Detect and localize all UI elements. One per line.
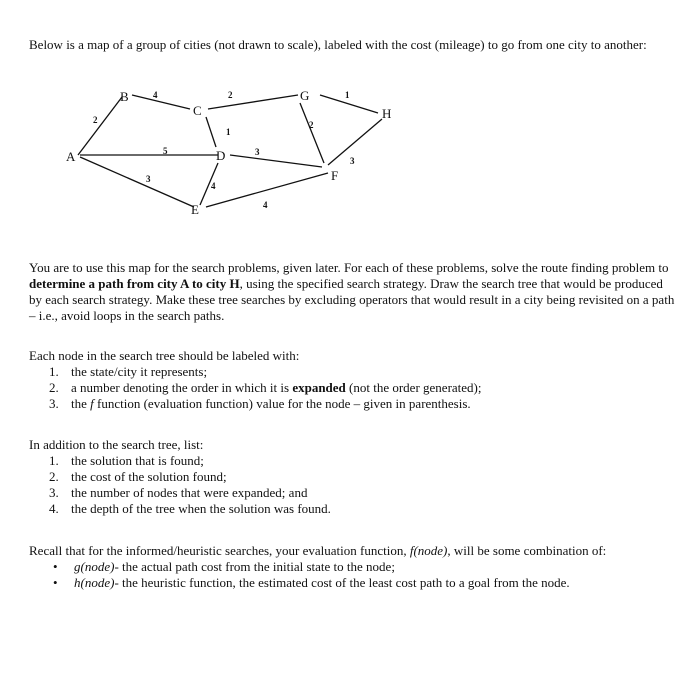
list-number: 3. [49, 485, 59, 500]
cost-d-e: 4 [211, 181, 216, 191]
list-number: 2. [49, 469, 59, 484]
city-b-label: B [120, 89, 129, 104]
node-label-list [29, 364, 679, 412]
list-number: 1. [49, 453, 59, 468]
edge-d-f [230, 155, 322, 167]
list-item [53, 559, 679, 575]
instructions-bold: determine a path from city A to city H [29, 276, 240, 291]
bullet-term: g(node) [74, 559, 115, 574]
list-text: the number of nodes that were expanded; and [71, 485, 308, 500]
list-item [49, 364, 679, 380]
evaluation-italic: f(node) [409, 543, 448, 558]
list-number: 3. [49, 396, 59, 411]
edge-g-f [300, 103, 324, 163]
cost-g-f: 2 [309, 120, 314, 130]
listing-lead: In addition to the search tree, list: [29, 437, 204, 452]
edge-c-g [208, 95, 298, 109]
city-d-label: D [216, 148, 226, 163]
list-item [49, 453, 679, 469]
list-text-bold: expanded [292, 380, 346, 395]
edge-c-d [206, 117, 216, 147]
cost-a-b: 2 [93, 115, 98, 125]
instructions-paragraph [29, 260, 679, 324]
city-f-label: F [331, 168, 339, 183]
list-item [49, 501, 679, 517]
list-item [49, 396, 679, 412]
cost-a-e: 3 [146, 174, 151, 184]
cost-d-f: 3 [255, 147, 260, 157]
cost-c-d: 1 [226, 127, 231, 137]
bullet-icon: • [53, 575, 58, 590]
bullet-text: - the actual path cost from the initial state to the node; [114, 559, 395, 574]
list-text-post: function (evaluation function) value for the node – given in parenthesis. [93, 396, 471, 411]
list-text-pre: the [71, 396, 91, 411]
list-text: the state/city it represents; [71, 364, 208, 379]
list-text: the depth of the tree when the solution was found. [71, 501, 331, 516]
list-item [49, 380, 679, 396]
instructions-post: , using the specified search strategy. Draw the search tree that would be produced by each search strategy. Make these tree searches by excluding operators that would result in a city being revisited on a path – i.e., avoid loops in the search paths. [29, 276, 675, 323]
evaluation-lead [29, 543, 679, 559]
cost-c-g: 2 [228, 90, 233, 100]
evaluation-section [29, 543, 679, 591]
city-e-label: E [191, 202, 199, 217]
list-text: the solution that is found; [71, 453, 204, 468]
bullet-term: h(node) [74, 575, 115, 590]
cost-b-c: 4 [153, 90, 158, 100]
listing-section [29, 437, 679, 517]
evaluation-pre: Recall that for the informed/heuristic searches, your evaluation function, [29, 543, 410, 558]
bullet-icon: • [53, 559, 58, 574]
city-h-label: H [382, 106, 392, 121]
list-item [49, 469, 679, 485]
edge-f-h [328, 119, 382, 165]
city-g-label: G [300, 88, 310, 103]
list-number: 4. [49, 501, 59, 516]
list-item [49, 485, 679, 501]
node-label-lead: Each node in the search tree should be labeled with: [29, 348, 300, 363]
cost-g-h: 1 [345, 90, 350, 100]
list-item [53, 575, 679, 591]
edge-a-b [78, 97, 122, 155]
cost-a-d: 5 [163, 146, 168, 156]
list-text-pre: a number denoting the order in which it is [71, 380, 293, 395]
list-text-italic: f [90, 396, 94, 411]
city-map [60, 85, 420, 225]
list-number: 2. [49, 380, 59, 395]
list-text-post: (not the order generated); [345, 380, 482, 395]
list-text: the cost of the solution found; [71, 469, 227, 484]
node-label-section [29, 348, 679, 412]
bullet-text: - the heuristic function, the estimated cost of the least cost path to a goal from the node. [114, 575, 570, 590]
intro-paragraph: Below is a map of a group of cities (not drawn to scale), labeled with the cost (mileage) to go from one city to another: [29, 37, 647, 52]
listing-list [29, 453, 679, 517]
cost-f-h: 3 [350, 156, 355, 166]
evaluation-bullets [29, 559, 679, 591]
cost-e-f: 4 [263, 200, 268, 210]
city-c-label: C [193, 103, 202, 118]
instructions-pre: You are to use this map for the search problems, given later. For each of these problems, solve the route finding problem to [29, 260, 669, 275]
edge-a-e [80, 157, 194, 207]
evaluation-post: , will be some combination of: [447, 543, 607, 558]
list-number: 1. [49, 364, 59, 379]
city-a-label: A [66, 149, 76, 164]
edge-b-c [132, 95, 190, 109]
